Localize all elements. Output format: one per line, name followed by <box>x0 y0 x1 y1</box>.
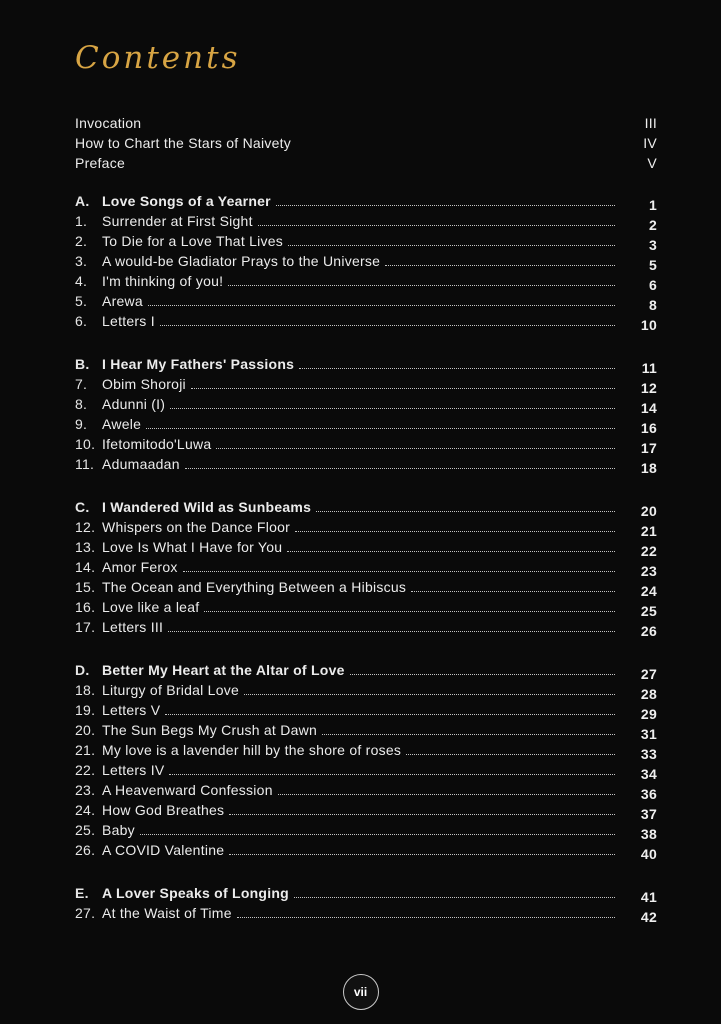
entry-page-number: 8 <box>648 297 657 313</box>
entry-page-number: III <box>644 115 657 131</box>
dot-leader <box>350 674 615 675</box>
dot-leader <box>299 368 615 369</box>
entry-number: 24. <box>75 802 96 818</box>
page-title: Contents <box>75 40 241 76</box>
dot-leader <box>322 734 615 735</box>
entry-page-number: IV <box>643 135 657 151</box>
dot-leader <box>276 205 615 206</box>
dot-leader <box>229 814 615 815</box>
toc-section-header[interactable] <box>75 882 657 905</box>
entry-page-number: 34 <box>640 766 657 782</box>
entry-title: Adunni (I) <box>102 396 166 412</box>
entry-number: 9. <box>75 416 88 432</box>
entry-page-number: 24 <box>640 583 657 599</box>
entry-title: How God Breathes <box>102 802 225 818</box>
entry-page-number: 17 <box>640 440 657 456</box>
dot-leader <box>160 325 615 326</box>
toc-entry[interactable] <box>75 250 657 273</box>
entry-page-number: 5 <box>648 257 657 273</box>
entry-page-number: 10 <box>640 317 657 333</box>
entry-number: 8. <box>75 396 88 412</box>
entry-title: Letters IV <box>102 762 165 778</box>
toc-entry[interactable] <box>75 779 657 802</box>
section-title: A Lover Speaks of Longing <box>102 885 289 901</box>
entry-page-number: 40 <box>640 846 657 862</box>
entry-number: 7. <box>75 376 88 392</box>
entry-number: 14. <box>75 559 96 575</box>
entry-page-number: 36 <box>640 786 657 802</box>
entry-title: My love is a lavender hill by the shore of roses <box>102 742 402 758</box>
entry-number: C. <box>75 499 90 515</box>
entry-title: Liturgy of Bridal Love <box>102 682 240 698</box>
section-title: I Hear My Fathers' Passions <box>102 356 295 372</box>
entry-title: The Sun Begs My Crush at Dawn <box>102 722 318 738</box>
front-matter-list <box>75 112 657 172</box>
entry-number: 19. <box>75 702 96 718</box>
entry-page-number: 23 <box>640 563 657 579</box>
entry-title: I'm thinking of you! <box>102 273 224 289</box>
entry-number: 13. <box>75 539 96 555</box>
entry-page-number: 31 <box>640 726 657 742</box>
entry-title: Amor Ferox <box>102 559 178 575</box>
entry-number: 17. <box>75 619 96 635</box>
entry-page-number: V <box>647 155 657 171</box>
entry-number: 6. <box>75 313 88 329</box>
toc-entry[interactable] <box>75 516 657 539</box>
dot-leader <box>168 631 615 632</box>
entry-page-number: 25 <box>640 603 657 619</box>
entry-number: 18. <box>75 682 96 698</box>
entry-page-number: 14 <box>640 400 657 416</box>
section-title: I Wandered Wild as Sunbeams <box>102 499 312 515</box>
toc-entry[interactable] <box>75 270 657 293</box>
entry-page-number: 42 <box>640 909 657 925</box>
dot-leader <box>216 448 615 449</box>
entry-page-number: 26 <box>640 623 657 639</box>
toc-entry[interactable] <box>75 679 657 702</box>
entry-page-number: 27 <box>640 666 657 682</box>
entry-page-number: 6 <box>648 277 657 293</box>
entry-number: 1. <box>75 213 88 229</box>
toc-entry[interactable] <box>75 799 657 822</box>
toc-section <box>75 882 657 925</box>
entry-number: 26. <box>75 842 96 858</box>
toc-entry[interactable] <box>75 290 657 313</box>
entry-number: 15. <box>75 579 96 595</box>
dot-leader <box>411 591 615 592</box>
section-title: Better My Heart at the Altar of Love <box>102 662 345 678</box>
entry-title: Awele <box>102 416 142 432</box>
entry-page-number: 18 <box>640 460 657 476</box>
dot-leader <box>287 551 615 552</box>
toc-entry[interactable] <box>75 112 657 132</box>
entry-number: 5. <box>75 293 88 309</box>
dot-leader <box>183 571 615 572</box>
entry-number: E. <box>75 885 89 901</box>
entry-page-number: 41 <box>640 889 657 905</box>
dot-leader <box>185 468 615 469</box>
dot-leader <box>294 897 615 898</box>
entry-title: How to Chart the Stars of Naivety <box>75 135 292 151</box>
entry-title: A would-be Gladiator Prays to the Universe <box>102 253 381 269</box>
entry-title: Preface <box>75 155 125 171</box>
entry-title: Surrender at First Sight <box>102 213 253 229</box>
entry-title: Obim Shoroji <box>102 376 186 392</box>
dot-leader <box>288 245 615 246</box>
dot-leader <box>258 225 615 226</box>
entry-title: Whispers on the Dance Floor <box>102 519 291 535</box>
toc-entry[interactable] <box>75 596 657 619</box>
toc-entry[interactable] <box>75 132 657 152</box>
entry-number: 20. <box>75 722 96 738</box>
dot-leader <box>406 754 615 755</box>
dot-leader <box>191 388 615 389</box>
entry-page-number: 11 <box>641 360 657 376</box>
entry-number: 23. <box>75 782 96 798</box>
entry-number: D. <box>75 662 90 678</box>
entry-number: 4. <box>75 273 88 289</box>
section-title: Love Songs of a Yearner <box>102 193 271 209</box>
dot-leader <box>316 511 615 512</box>
entry-number: 16. <box>75 599 96 615</box>
entry-title: Ifetomitodo'Luwa <box>102 436 212 452</box>
entry-page-number: 28 <box>640 686 657 702</box>
toc-entry[interactable] <box>75 413 657 436</box>
entry-page-number: 16 <box>640 420 657 436</box>
entry-number: B. <box>75 356 90 372</box>
entry-page-number: 20 <box>640 503 657 519</box>
toc-entry[interactable] <box>75 902 657 925</box>
toc-section-header[interactable] <box>75 353 657 376</box>
folio-circle <box>343 974 379 1010</box>
folio-label: vii <box>353 985 368 999</box>
page-footer <box>0 974 721 1010</box>
entry-number: 2. <box>75 233 88 249</box>
entry-page-number: 1 <box>648 197 657 213</box>
toc-entry[interactable] <box>75 556 657 579</box>
toc-section-header[interactable] <box>75 659 657 682</box>
dot-leader <box>165 714 615 715</box>
toc-entry[interactable] <box>75 699 657 722</box>
entry-number: 22. <box>75 762 96 778</box>
entry-title: The Ocean and Everything Between a Hibiscus <box>102 579 407 595</box>
dot-leader <box>148 305 615 306</box>
entry-title: Letters I <box>102 313 155 329</box>
dot-leader <box>146 428 615 429</box>
dot-leader <box>229 854 615 855</box>
entry-title: Letters V <box>102 702 161 718</box>
dot-leader <box>385 265 615 266</box>
entry-number: 12. <box>75 519 96 535</box>
toc-entry[interactable] <box>75 616 657 639</box>
entry-page-number: 38 <box>640 826 657 842</box>
entry-number: 27. <box>75 905 96 921</box>
toc-entry[interactable] <box>75 759 657 782</box>
entry-title: Baby <box>102 822 135 838</box>
toc-entry[interactable] <box>75 536 657 559</box>
entry-title: A Heavenward Confession <box>102 782 273 798</box>
toc-entry[interactable] <box>75 373 657 396</box>
dot-leader <box>278 794 615 795</box>
dot-leader <box>140 834 615 835</box>
entry-title: Love Is What I Have for You <box>102 539 283 555</box>
entry-title: Arewa <box>102 293 143 309</box>
toc-section <box>75 190 657 333</box>
toc-section <box>75 659 657 862</box>
entry-number: 25. <box>75 822 96 838</box>
toc-entry[interactable] <box>75 310 657 333</box>
entry-title: Love like a leaf <box>102 599 200 615</box>
toc-entry[interactable] <box>75 152 657 172</box>
toc-entry[interactable] <box>75 819 657 842</box>
entry-number: 11. <box>75 456 95 472</box>
dot-leader <box>228 285 615 286</box>
sections-list <box>75 190 657 925</box>
entry-page-number: 29 <box>640 706 657 722</box>
toc-entry[interactable] <box>75 453 657 476</box>
entry-page-number: 12 <box>640 380 657 396</box>
entry-page-number: 33 <box>640 746 657 762</box>
toc-entry[interactable] <box>75 393 657 416</box>
entry-number: 21. <box>75 742 96 758</box>
toc-section <box>75 496 657 639</box>
entry-page-number: 2 <box>648 217 657 233</box>
toc-section <box>75 353 657 476</box>
entry-page-number: 22 <box>640 543 657 559</box>
toc-entry[interactable] <box>75 576 657 599</box>
toc-entry[interactable] <box>75 433 657 456</box>
entry-title: To Die for a Love That Lives <box>102 233 284 249</box>
entry-title: A COVID Valentine <box>102 842 225 858</box>
entry-number: A. <box>75 193 90 209</box>
entry-page-number: 21 <box>640 523 657 539</box>
toc-section-header[interactable] <box>75 190 657 213</box>
toc-entry[interactable] <box>75 739 657 762</box>
entry-title: Invocation <box>75 115 142 131</box>
dot-leader <box>204 611 615 612</box>
entry-number: 10. <box>75 436 96 452</box>
toc-entry[interactable] <box>75 719 657 742</box>
toc-entry[interactable] <box>75 230 657 253</box>
dot-leader <box>295 531 615 532</box>
toc-section-header[interactable] <box>75 496 657 519</box>
entry-page-number: 37 <box>640 806 657 822</box>
entry-page-number: 3 <box>648 237 657 253</box>
toc-entry[interactable] <box>75 839 657 862</box>
dot-leader <box>244 694 615 695</box>
dot-leader <box>169 774 615 775</box>
dot-leader <box>170 408 615 409</box>
dot-leader <box>237 917 615 918</box>
entry-number: 3. <box>75 253 88 269</box>
entry-title: At the Waist of Time <box>102 905 232 921</box>
entry-title: Letters III <box>102 619 164 635</box>
toc-entry[interactable] <box>75 210 657 233</box>
entry-title: Adumaadan <box>102 456 180 472</box>
